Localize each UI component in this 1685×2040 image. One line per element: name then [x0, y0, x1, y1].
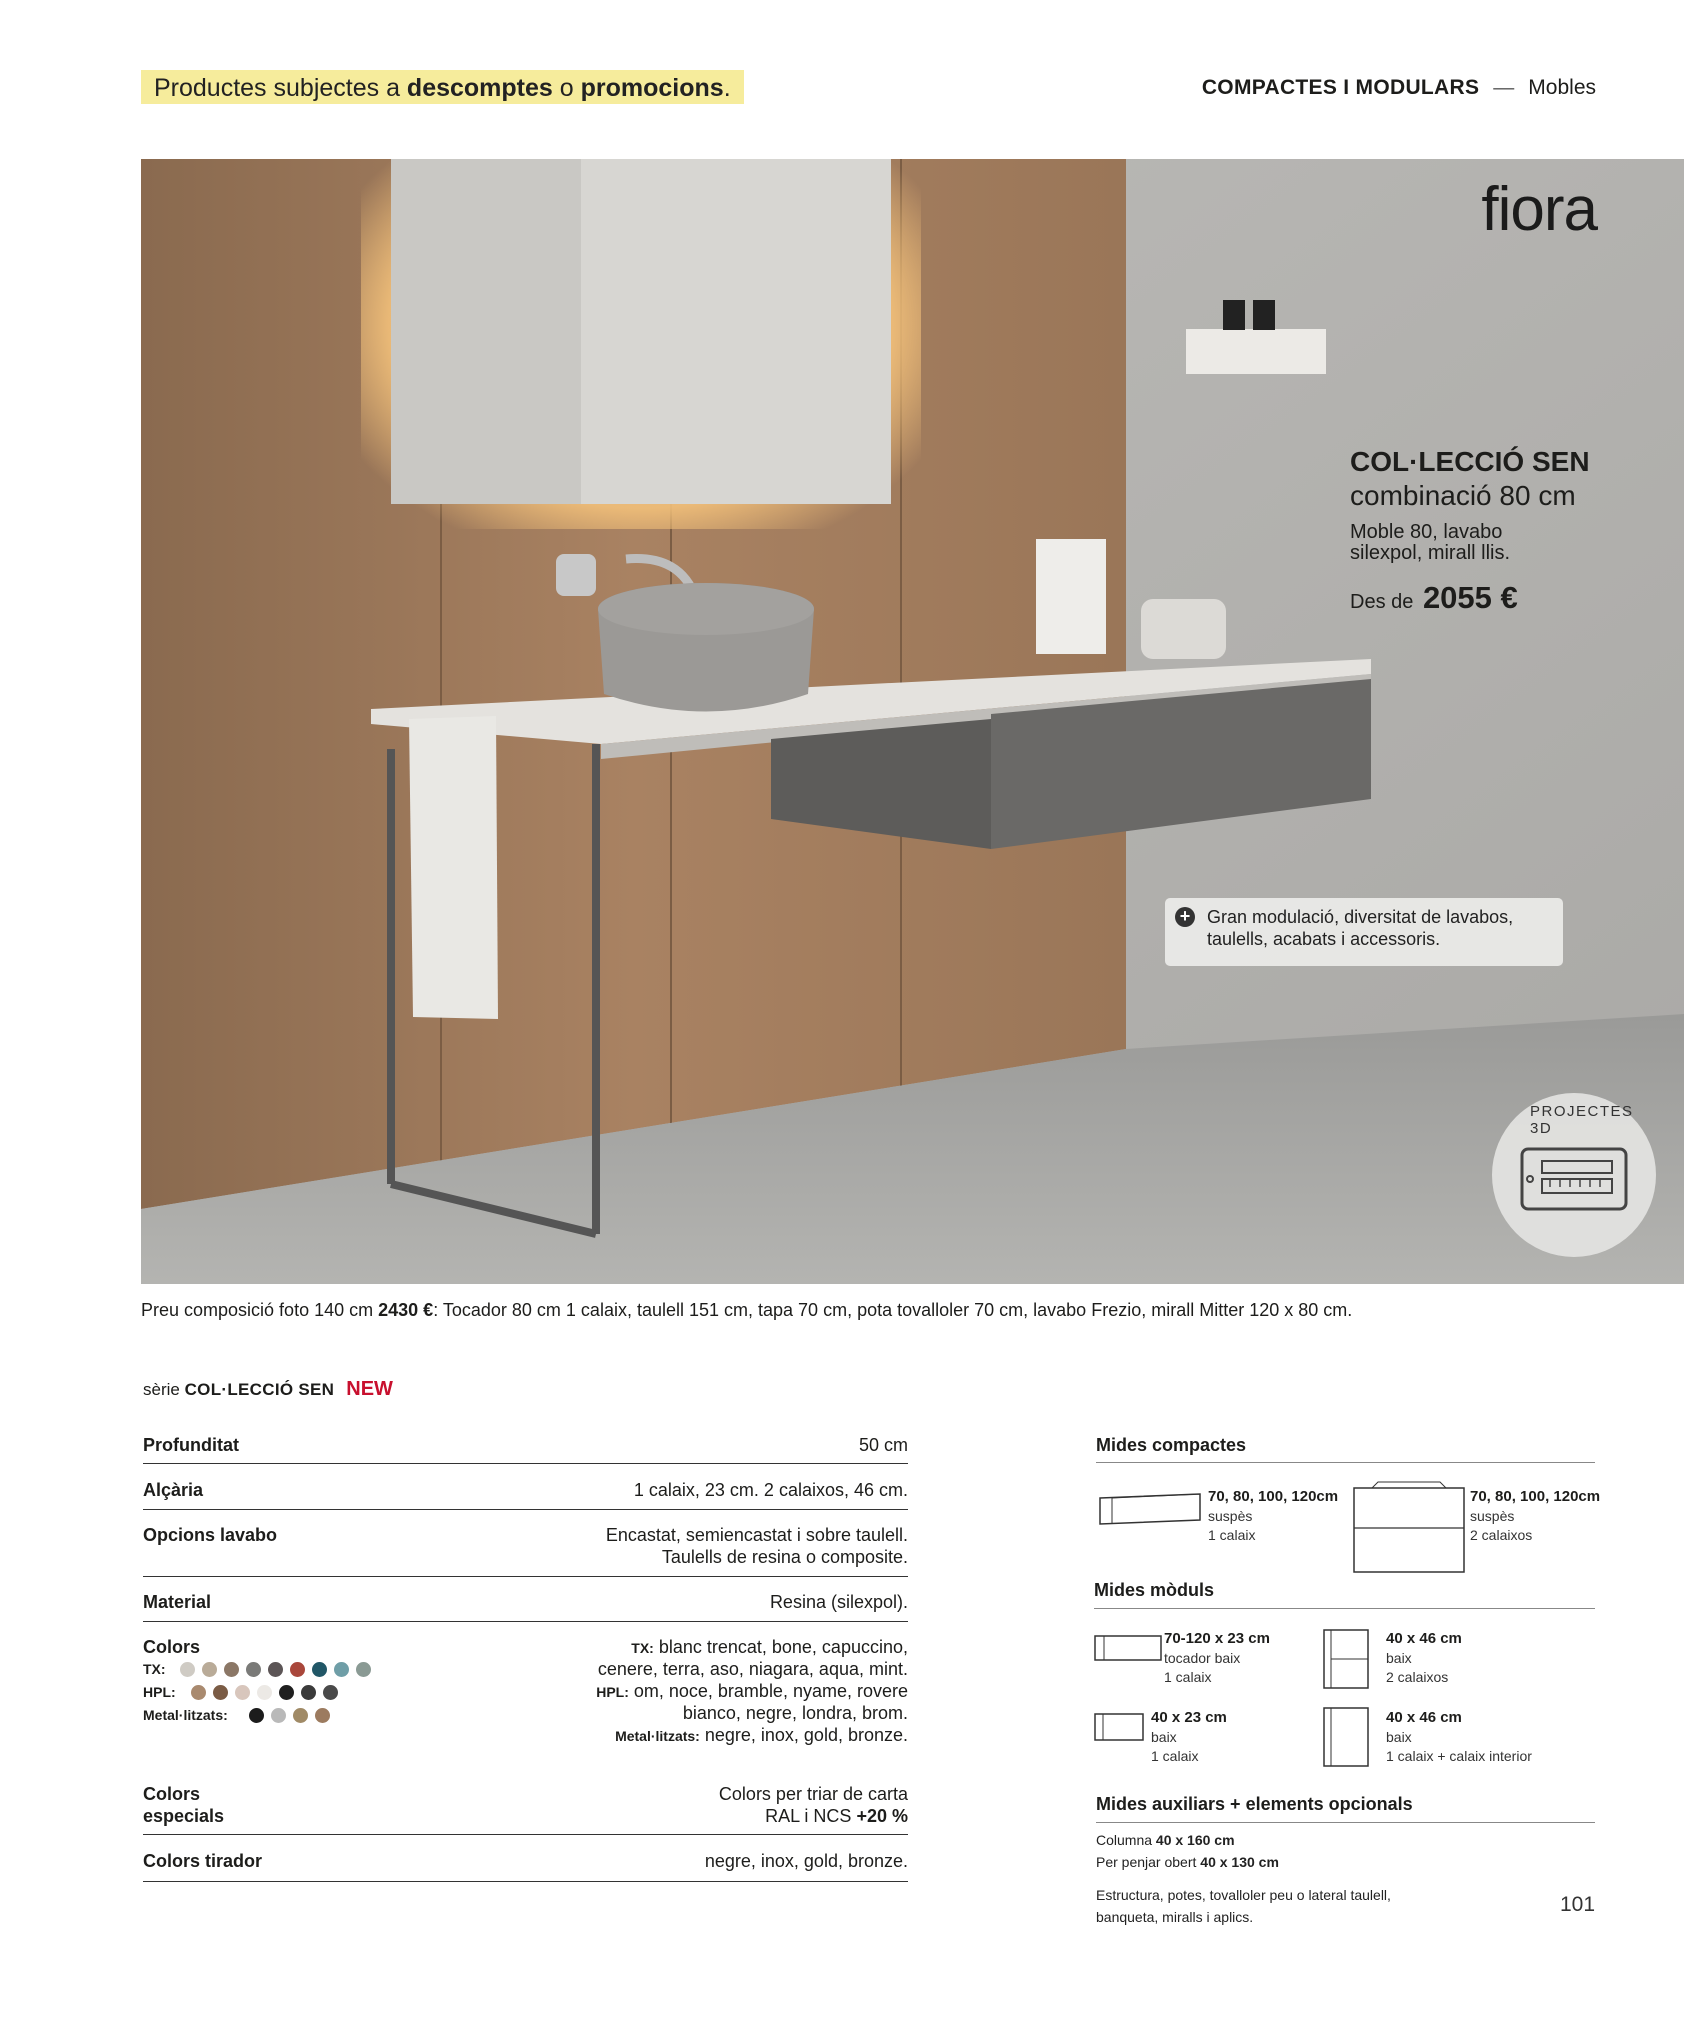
color-swatch	[246, 1662, 261, 1677]
collection-description: Moble 80, lavabo silexpol, mirall llis.	[1350, 521, 1511, 564]
divider	[143, 1881, 908, 1882]
metal-swatches	[249, 1708, 369, 1726]
feature-note-text: Gran modulació, diversitat de lavabos, taulells, acabats i accessoris.	[1207, 907, 1514, 949]
collection-subtitle: combinació 80 cm	[1350, 480, 1576, 511]
column-size: Columna 40 x 160 cm	[1096, 1832, 1235, 1848]
series-title: sèrie COL·LECCIÓ SEN NEW	[143, 1378, 393, 1400]
material-value: Resina (silexpol).	[769, 1592, 908, 1612]
basin-label: Opcions lavabo	[143, 1525, 278, 1545]
module-sizes-heading: Mides mòduls	[1094, 1580, 1215, 1600]
color-swatch	[180, 1662, 195, 1677]
collection-title: COL·LECCIÓ SEN	[1350, 446, 1590, 477]
compact-1-line1: suspès	[1208, 1508, 1253, 1524]
module-1-line1: tocador baix	[1164, 1650, 1241, 1666]
tx-swatches	[180, 1662, 380, 1680]
promo-banner: Productes subjectes a descomptes o promocions.	[141, 70, 744, 104]
basin-value-2: Taulells de resina o composite.	[661, 1547, 908, 1567]
color-swatch	[279, 1685, 294, 1700]
compact-2-line1: suspès	[1470, 1508, 1515, 1524]
photo-caption: Preu composició foto 140 cm 2430 €: Tocador 80 cm 1 calaix, taulell 151 cm, tapa 70 cm, pota tovalloler 70 cm, lavabo Frezio, mirall Mitter 120 x 80 cm.	[141, 1300, 1353, 1320]
tx-text: TX: blanc trencat, bone, capuccino,	[631, 1637, 908, 1657]
divider	[143, 1463, 908, 1464]
handle-colors-value: negre, inox, gold, bronze.	[704, 1851, 908, 1871]
divider	[1096, 1462, 1595, 1463]
color-swatch	[290, 1662, 305, 1677]
module-3-dims: 40 x 23 cm	[1151, 1709, 1227, 1726]
color-swatch	[213, 1685, 228, 1700]
depth-label: Profunditat	[143, 1435, 239, 1455]
color-swatch	[293, 1708, 308, 1723]
special-colors-value-1: Colors per triar de carta	[718, 1784, 908, 1804]
color-swatch	[257, 1685, 272, 1700]
module-1-line2: 1 calaix	[1164, 1669, 1212, 1685]
compact-2-dims: 70, 80, 100, 120cm	[1470, 1488, 1601, 1505]
special-colors-value-2: RAL i NCS +20 %	[765, 1806, 908, 1826]
auxiliary-heading: Mides auxiliars + elements opcionals	[1096, 1794, 1413, 1814]
hpl-label: HPL:	[143, 1684, 176, 1700]
handle-colors-label: Colors tirador	[143, 1851, 263, 1871]
divider	[143, 1576, 908, 1577]
color-swatch	[224, 1662, 239, 1677]
metal-text: Metal·litzats: negre, inox, gold, bronze.	[615, 1725, 908, 1745]
color-swatch	[334, 1662, 349, 1677]
bathroom-scene-illustration	[141, 159, 1684, 1284]
color-swatch	[191, 1685, 206, 1700]
special-colors-label-2: especials	[143, 1806, 225, 1826]
color-swatch	[235, 1685, 250, 1700]
basin-value-1: Encastat, semiencastat i sobre taulell.	[605, 1525, 908, 1545]
module-4-line1: baix	[1386, 1729, 1412, 1745]
divider	[1094, 1608, 1595, 1609]
compact-sizes-heading: Mides compactes	[1096, 1435, 1247, 1455]
extras-line-1: Estructura, potes, tovalloler peu o lateral taulell,	[1096, 1887, 1391, 1903]
compact-1-dims: 70, 80, 100, 120cm	[1208, 1488, 1339, 1505]
hpl-text: HPL: om, noce, bramble, nyame, rovere	[596, 1681, 908, 1701]
color-swatch	[323, 1685, 338, 1700]
projectes-3d-label: PROJECTES 3D	[1530, 1103, 1634, 1137]
hpl-text-2: bianco, negre, londra, brom.	[682, 1703, 908, 1723]
color-swatch	[312, 1662, 327, 1677]
color-swatch	[315, 1708, 330, 1723]
height-label: Alçària	[143, 1480, 204, 1500]
color-swatch	[356, 1662, 371, 1677]
module-3-drawer-icon	[1094, 1712, 1146, 1742]
hpl-swatches	[191, 1685, 391, 1703]
material-label: Material	[143, 1592, 212, 1612]
tx-text-2: cenere, terra, aso, niagara, aqua, mint.	[597, 1659, 908, 1679]
module-1-dims: 70-120 x 23 cm	[1164, 1630, 1270, 1647]
divider	[143, 1834, 908, 1835]
module-2-dims: 40 x 46 cm	[1386, 1630, 1462, 1647]
color-swatch	[301, 1685, 316, 1700]
module-4-line2: 1 calaix + calaix interior	[1386, 1748, 1532, 1764]
colors-label: Colors	[143, 1637, 201, 1657]
page-number: 101	[1560, 1893, 1596, 1916]
module-2-line2: 2 calaixos	[1386, 1669, 1449, 1685]
brand-logo: fiora	[1481, 175, 1597, 244]
module-1-drawer-icon	[1094, 1634, 1164, 1662]
color-swatch	[249, 1708, 264, 1723]
compact-2-line2: 2 calaixos	[1470, 1527, 1533, 1543]
divider	[143, 1621, 908, 1622]
hero-photo	[141, 159, 1684, 1284]
compact-1-line2: 1 calaix	[1208, 1527, 1256, 1543]
divider	[143, 1509, 908, 1510]
module-4-drawer-icon	[1323, 1706, 1371, 1768]
section-heading: COMPACTES I MODULARS — Mobles	[1201, 76, 1596, 99]
extras-line-2: banqueta, miralls i aplics.	[1096, 1909, 1254, 1925]
metal-label: Metal·litzats:	[143, 1707, 228, 1723]
collection-price: Des de 2055 €	[1350, 580, 1518, 615]
compact-1-drawer-icon	[1098, 1490, 1208, 1530]
tx-label: TX:	[143, 1661, 166, 1677]
divider	[1096, 1822, 1595, 1823]
module-2-line1: baix	[1386, 1650, 1412, 1666]
module-3-line2: 1 calaix	[1151, 1748, 1199, 1764]
module-4-dims: 40 x 46 cm	[1386, 1709, 1462, 1726]
compact-2-drawers-icon	[1352, 1480, 1467, 1575]
new-badge: NEW	[346, 1378, 393, 1400]
color-swatch	[268, 1662, 283, 1677]
height-value: 1 calaix, 23 cm. 2 calaixos, 46 cm.	[633, 1480, 908, 1500]
color-swatch	[271, 1708, 286, 1723]
special-colors-label-1: Colors	[143, 1784, 201, 1804]
plus-circle-icon: +	[1175, 907, 1195, 927]
color-swatch	[202, 1662, 217, 1677]
module-2-drawers-icon	[1323, 1628, 1371, 1690]
hanging-size: Per penjar obert 40 x 130 cm	[1096, 1854, 1279, 1870]
depth-value: 50 cm	[858, 1435, 908, 1455]
module-3-line1: baix	[1151, 1729, 1177, 1745]
